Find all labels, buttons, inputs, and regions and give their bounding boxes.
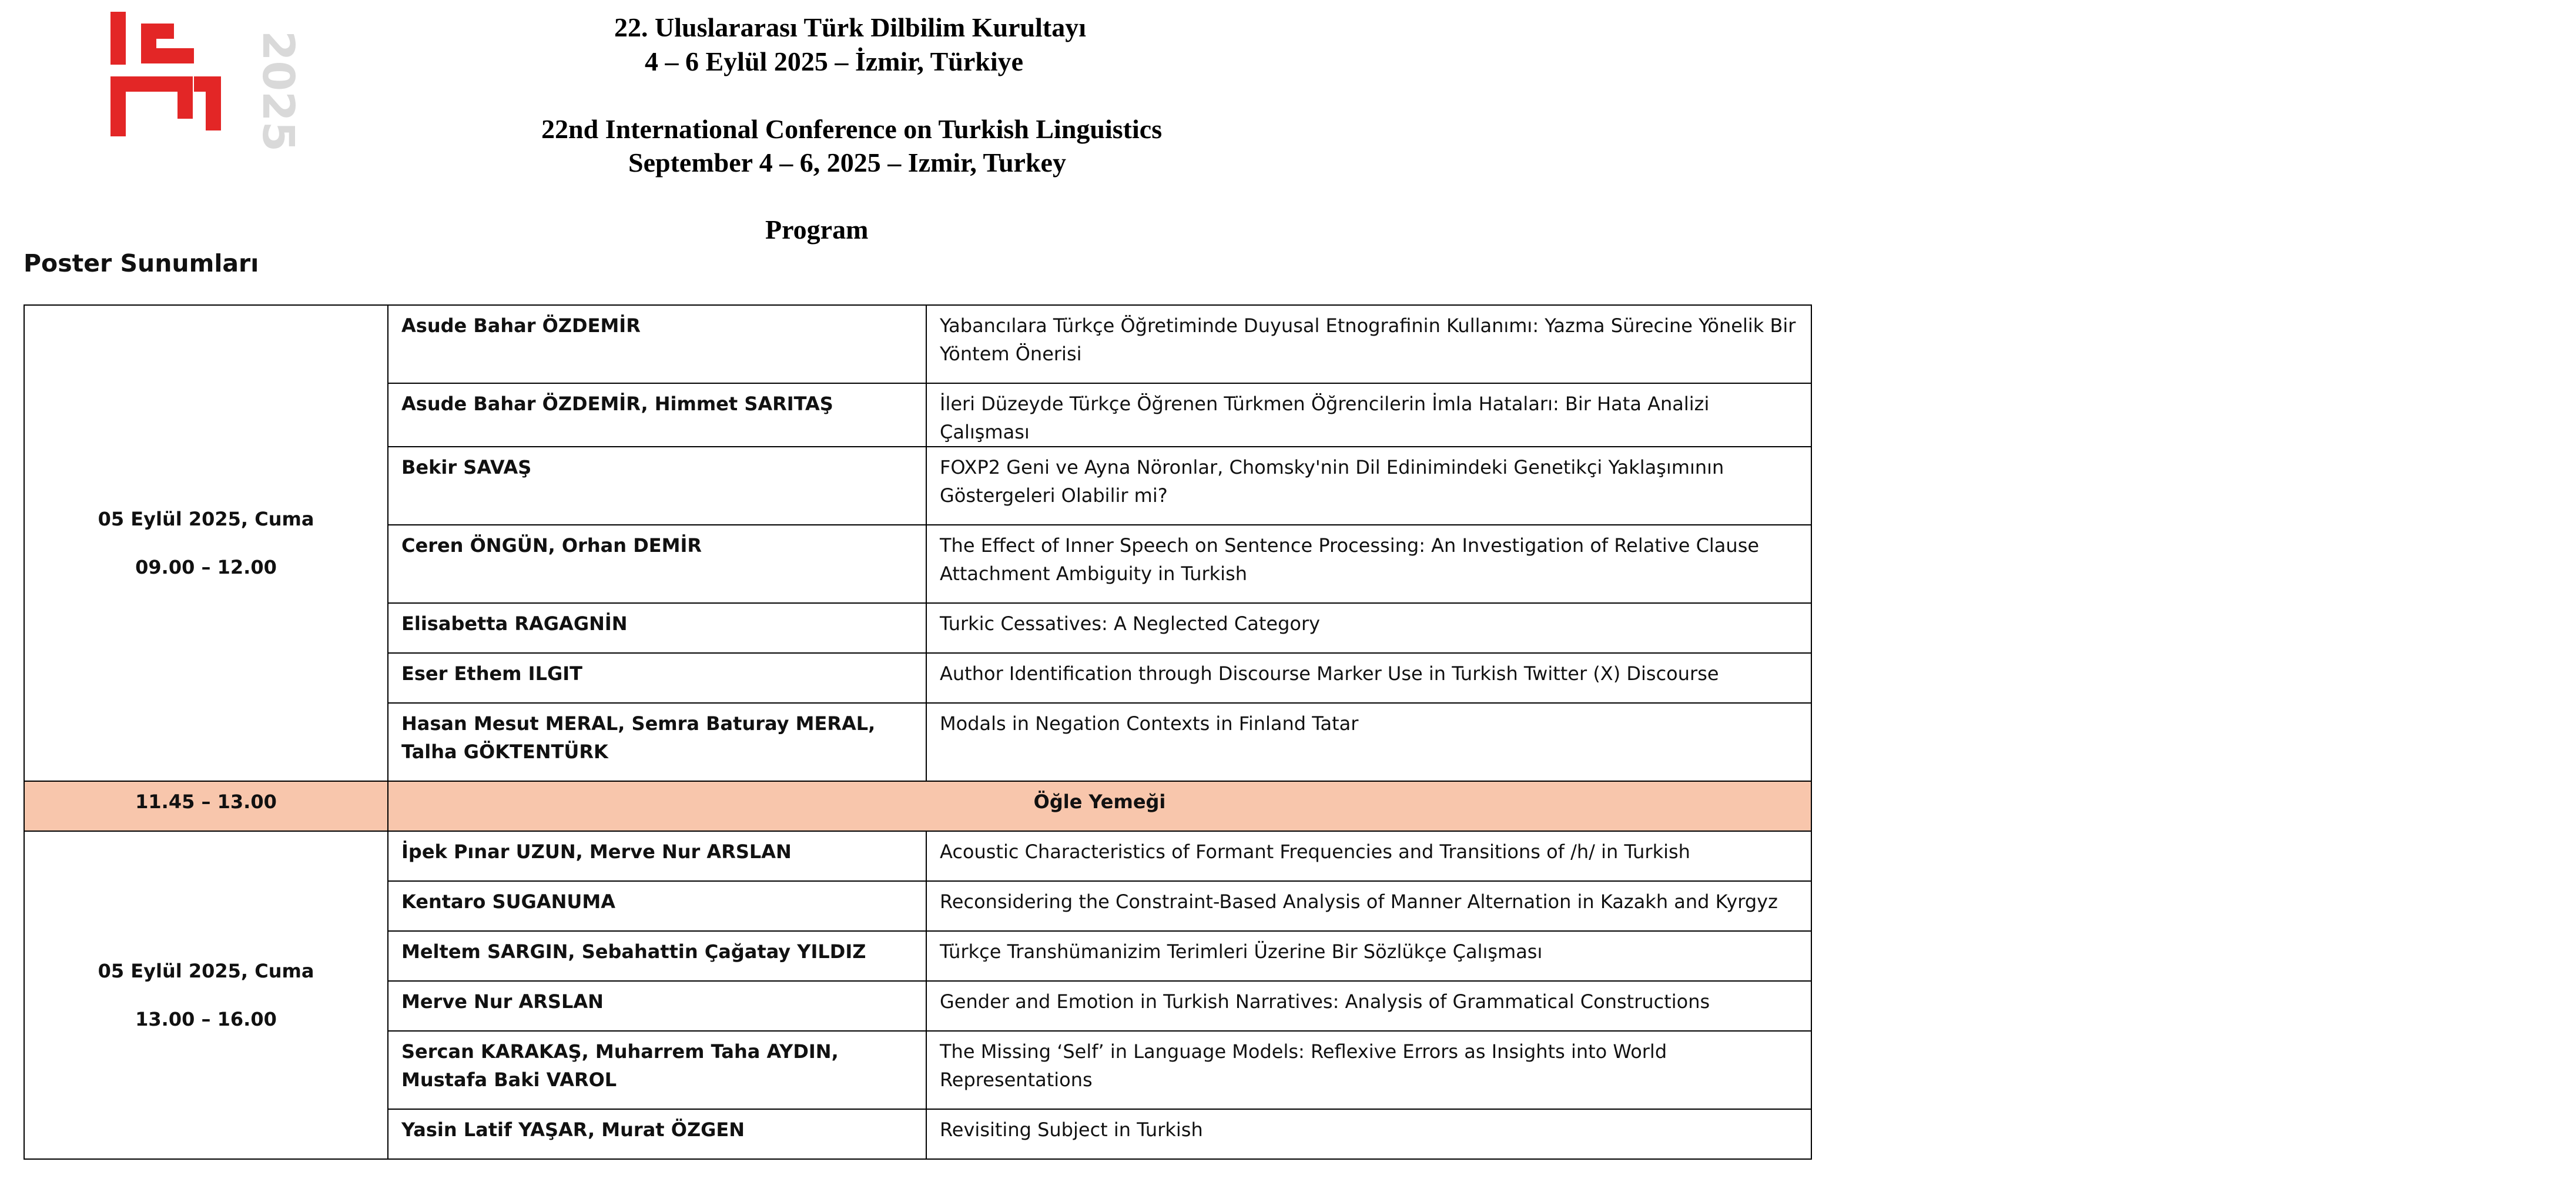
poster-title: Turkic Cessatives: A Neglected Category <box>926 603 1811 653</box>
header-english-title: 22nd International Conference on Turkish Linguistics <box>541 114 1163 144</box>
poster-authors: Yasin Latif YAŞAR, Murat ÖZGEN <box>388 1109 926 1159</box>
poster-title: Gender and Emotion in Turkish Narratives: Analysis of Grammatical Constructions <box>926 981 1811 1031</box>
poster-title: The Effect of Inner Speech on Sentence Processing: An Investigation of Relative Clause Attachment Ambiguity in Turkish <box>926 525 1811 603</box>
logo-year-text: 2025 <box>253 31 303 152</box>
session-date-cell <box>24 831 388 1159</box>
poster-authors: Elisabetta RAGAGNİN <box>388 603 926 653</box>
poster-title: Modals in Negation Contexts in Finland Tatar <box>926 703 1811 781</box>
table-row <box>24 305 1811 383</box>
poster-authors: Merve Nur ARSLAN <box>388 981 926 1031</box>
poster-authors: Meltem SARGIN, Sebahattin Çağatay YILDIZ <box>388 931 926 981</box>
poster-title: Türkçe Transhümanizim Terimleri Üzerine Bir Sözlükçe Çalışması <box>926 931 1811 981</box>
poster-title: İleri Düzeyde Türkçe Öğrenen Türkmen Öğrencilerin İmla Hataları: Bir Hata Analizi Çalışması <box>926 383 1811 447</box>
lunch-row <box>24 781 1811 831</box>
poster-title: Author Identification through Discourse Marker Use in Turkish Twitter (X) Discourse <box>926 653 1811 703</box>
poster-authors: Kentaro SUGANUMA <box>388 881 926 931</box>
lunch-time: 11.45 – 13.00 <box>24 781 388 831</box>
poster-authors: Asude Bahar ÖZDEMİR <box>388 305 926 383</box>
session-time: 09.00 – 12.00 <box>135 556 277 578</box>
poster-authors: Eser Ethem ILGIT <box>388 653 926 703</box>
poster-authors: Asude Bahar ÖZDEMİR, Himmet SARITAŞ <box>388 383 926 447</box>
poster-title: Yabancılara Türkçe Öğretiminde Duyusal Etnografinin Kullanımı: Yazma Sürecine Yönelik Bir Yöntem Önerisi <box>926 305 1811 383</box>
poster-program-table <box>24 304 1812 1160</box>
poster-title: FOXP2 Geni ve Ayna Nöronlar, Chomsky'nin Dil Edinimindeki Genetikçi Yaklaşımının Göstergeleri Olabilir mi? <box>926 447 1811 525</box>
poster-authors: Sercan KARAKAŞ, Muharrem Taha AYDIN, Mustafa Baki VAROL <box>388 1031 926 1109</box>
poster-authors: Bekir SAVAŞ <box>388 447 926 525</box>
session-date: 05 Eylül 2025, Cuma <box>98 508 314 530</box>
session-date: 05 Eylül 2025, Cuma <box>98 960 314 982</box>
poster-title: Acoustic Characteristics of Formant Frequencies and Transitions of /h/ in Turkish <box>926 831 1811 881</box>
poster-title: Revisiting Subject in Turkish <box>926 1109 1811 1159</box>
header-turkish-dates: 4 – 6 Eylül 2025 – İzmir, Türkiye <box>645 46 1024 76</box>
section-title: Poster Sunumları <box>24 249 259 277</box>
header-turkish-title: 22. Uluslararası Türk Dilbilim Kurultayı <box>614 12 1086 42</box>
header-program-label: Program <box>765 215 869 245</box>
lunch-label: Öğle Yemeği <box>388 781 1811 831</box>
table-row <box>24 831 1811 881</box>
poster-title: Reconsidering the Constraint-Based Analysis of Manner Alternation in Kazakh and Kyrgyz <box>926 881 1811 931</box>
session-date-cell <box>24 305 388 781</box>
session-time: 13.00 – 16.00 <box>135 1008 277 1030</box>
poster-authors: Hasan Mesut MERAL, Semra Baturay MERAL, Talha GÖKTENTÜRK <box>388 703 926 781</box>
conference-logo <box>106 7 303 152</box>
poster-authors: Ceren ÖNGÜN, Orhan DEMİR <box>388 525 926 603</box>
poster-title: The Missing ‘Self’ in Language Models: Reflexive Errors as Insights into World Representations <box>926 1031 1811 1109</box>
header-english-dates: September 4 – 6, 2025 – Izmir, Turkey <box>628 148 1066 178</box>
poster-authors: İpek Pınar UZUN, Merve Nur ARSLAN <box>388 831 926 881</box>
